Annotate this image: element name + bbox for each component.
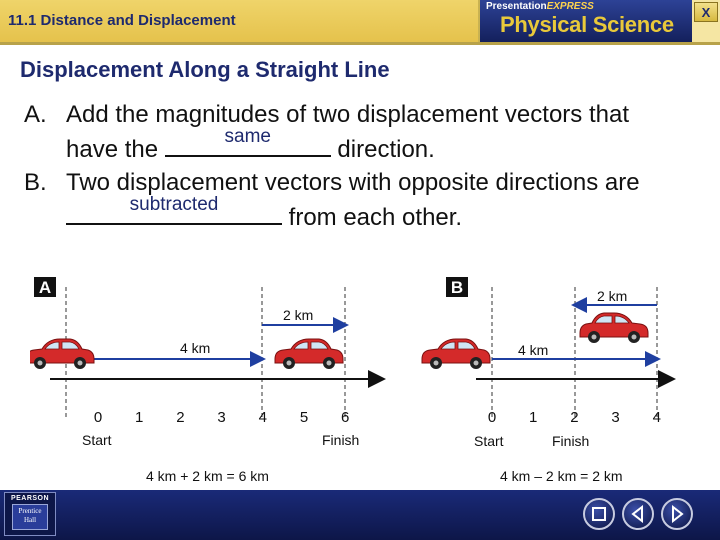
car-icon [580,313,648,343]
slide-heading: Displacement Along a Straight Line [20,57,390,82]
tick-labels [488,409,661,426]
fill-in-blank [66,194,282,225]
header-left-panel [0,0,478,42]
imprint-logo [12,504,48,530]
car-icon [422,339,490,369]
close-button[interactable]: X [694,2,718,22]
panel-label: A [38,278,52,297]
car-icon [30,339,94,369]
previous-button[interactable] [622,498,654,530]
panel-b [422,277,670,484]
vector-4km-label: 4 km [180,340,211,356]
publisher-logo [4,492,56,536]
start-label: Start [474,433,504,449]
publisher-name: PEARSON [10,495,50,502]
home-button[interactable] [583,498,615,530]
header-bar [0,0,720,45]
home-icon [590,505,608,523]
item-text: Add the magnitudes of two displacement vectors that have the [66,101,629,163]
item-text: from each other. [282,204,463,231]
equation-a: 4 km + 2 km = 6 km [146,468,269,484]
panel-a [30,277,380,484]
section-title [8,12,236,29]
footer-bar [0,490,720,540]
blank-answer: subtracted [129,194,219,215]
tick-label: 1 [135,409,144,426]
vector-4km-label: 4 km [518,342,549,358]
bullet-list [24,98,684,234]
displacement-figure [30,275,690,490]
item-text: Two displacement vectors with opposite directions are [66,169,640,196]
section-number: 11.1 [8,12,37,29]
list-marker: B. [24,169,47,196]
tick-label: 4 [258,409,267,426]
tick-label: 0 [487,409,497,426]
brand-express: EXPRESS [546,1,594,12]
list-item-b [24,166,684,234]
tick-labels [94,409,350,426]
previous-icon [629,505,647,523]
brand-presentation: Presentation [486,1,547,12]
list-item-a [24,98,684,166]
tick-label: 2 [176,409,185,426]
tick-label: 6 [341,409,350,426]
start-label: Start [82,432,112,448]
panel-label: B [450,278,464,297]
car-icon [275,339,343,369]
fill-in-blank [165,126,331,157]
vector-2km-label: 2 km [597,288,628,304]
tick-label: 3 [611,409,620,426]
finish-label: Finish [552,433,590,449]
tick-label: 2 [570,409,579,426]
figure-svg [30,275,690,490]
brand-top-text [486,1,594,12]
tick-label: 1 [529,409,538,426]
tick-label: 4 [652,409,661,426]
imprint-name-a: Prentice [18,507,42,515]
section-name: Distance and Displacement [40,12,236,29]
item-text: direction. [330,136,435,163]
tick-label: 0 [93,409,103,426]
list-marker: A. [24,101,47,128]
blank-answer: same [224,126,271,147]
next-icon [668,505,686,523]
next-button[interactable] [661,498,693,530]
brand-logo [478,0,692,42]
finish-label: Finish [322,432,360,448]
brand-title: Physical Science [500,12,674,37]
tick-label: 3 [217,409,226,426]
vector-2km-label: 2 km [283,307,314,323]
equation-b: 4 km – 2 km = 2 km [500,468,623,484]
imprint-name-b: Hall [23,516,37,524]
tick-label: 5 [299,409,309,426]
